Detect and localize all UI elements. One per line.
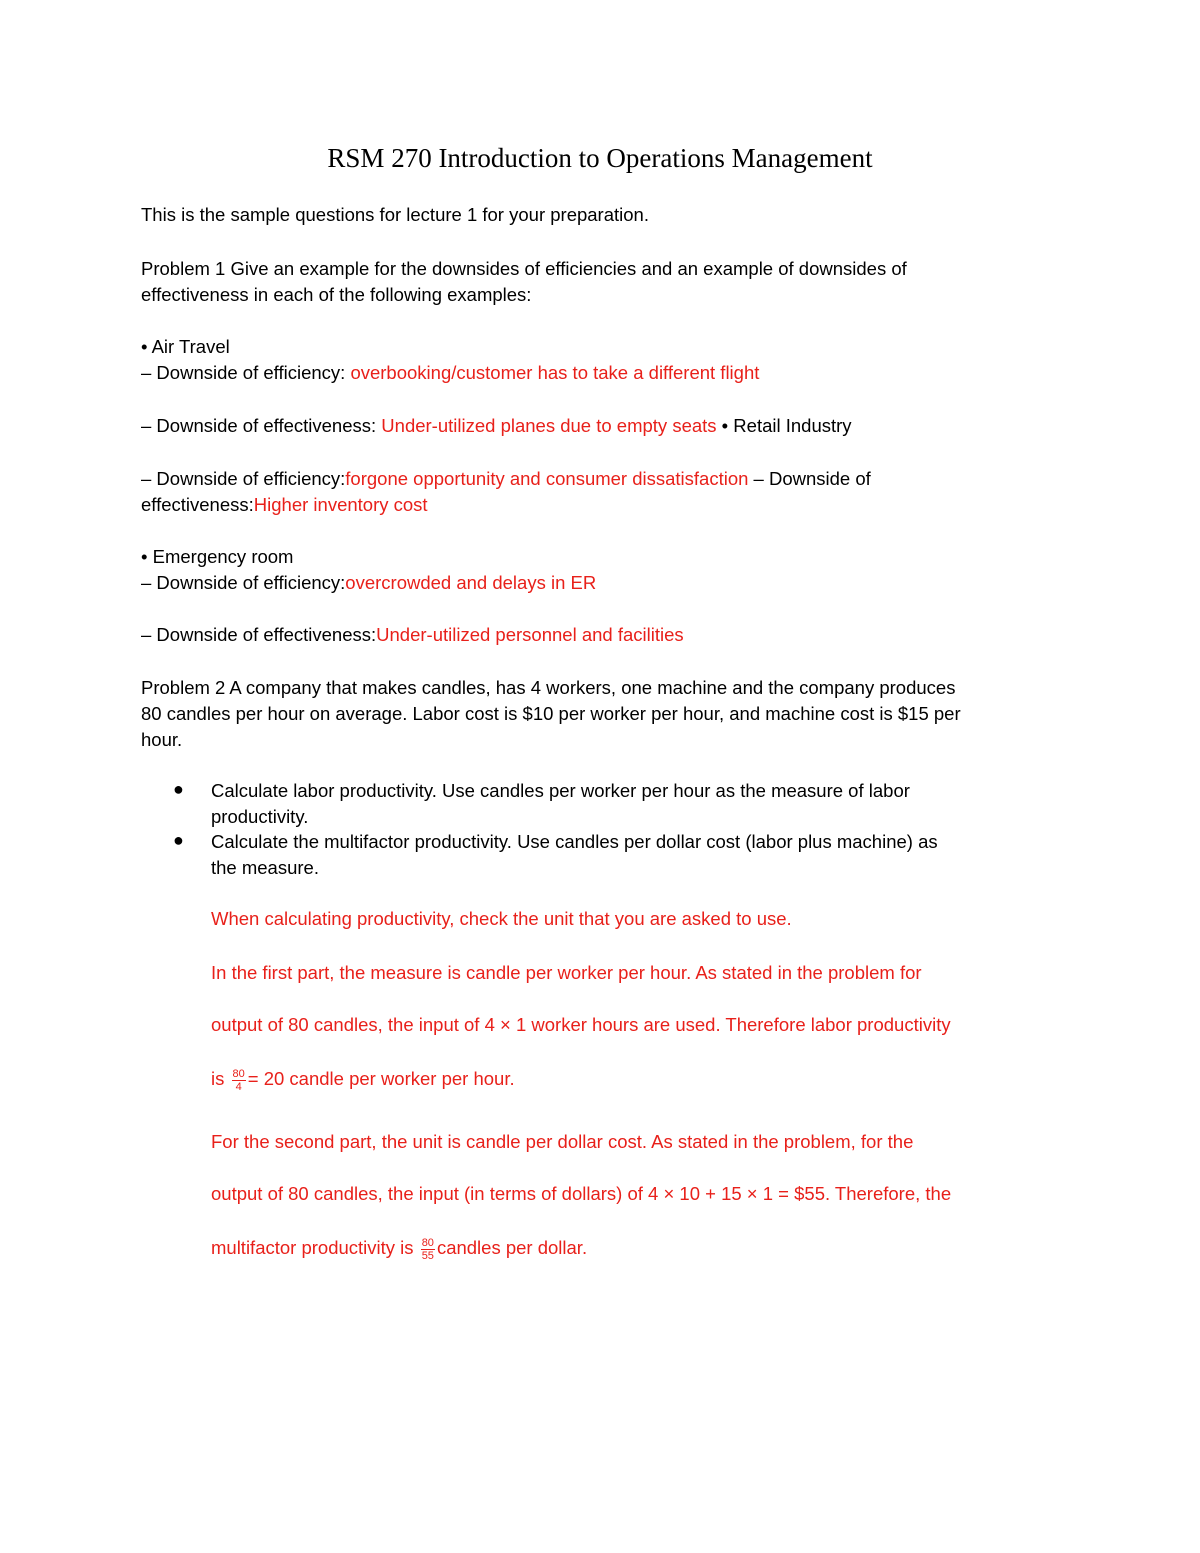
er-efficiency-label: – Downside of efficiency: bbox=[141, 572, 346, 593]
problem2-line2: 80 candles per hour on average. Labor cost is $10 per worker per hour, and machine cost is $15 per bbox=[141, 703, 961, 724]
problem2-line1: Problem 2 A company that makes candles, has 4 workers, one machine and the company produces bbox=[141, 677, 956, 698]
problem2-line3: hour. bbox=[141, 729, 183, 750]
fraction-denominator: 4 bbox=[235, 1080, 242, 1093]
answer-line4-prefix: is bbox=[211, 1068, 230, 1089]
bullet2-line1: Calculate the multifactor productivity. Use candles per dollar cost (labor plus machine) as bbox=[211, 831, 938, 852]
answer-line7-suffix: candles per dollar. bbox=[436, 1237, 588, 1258]
fraction-80-over-55 bbox=[421, 1237, 435, 1262]
fraction-numerator: 80 bbox=[421, 1236, 434, 1249]
air-efficiency-item bbox=[141, 360, 759, 386]
answer-line4 bbox=[211, 1066, 515, 1093]
air-efficiency-answer: overbooking/customer has to take a different flight bbox=[350, 362, 760, 383]
problem1-line1: Problem 1 Give an example for the downsides of efficiencies and an example of downsides of bbox=[141, 258, 907, 279]
answer-line1: When calculating productivity, check the unit that you are asked to use. bbox=[211, 908, 792, 929]
answer-line2: In the first part, the measure is candle per worker per hour. As stated in the problem for bbox=[211, 962, 922, 983]
answer-line4-suffix: = 20 candle per worker per hour. bbox=[247, 1068, 515, 1089]
er-effectiveness-item bbox=[141, 622, 684, 648]
air-effectiveness-answer: Under-utilized planes due to empty seats bbox=[381, 415, 717, 436]
problem1-line2: effectiveness in each of the following examples: bbox=[141, 284, 532, 305]
er-effectiveness-answer: Under-utilized personnel and facilities bbox=[376, 624, 684, 645]
retail-effectiveness-item bbox=[141, 492, 428, 518]
er-efficiency-item bbox=[141, 570, 596, 596]
fraction-80-over-4 bbox=[232, 1068, 246, 1093]
bullet-dot-icon: ● bbox=[173, 830, 184, 850]
er-heading: • Emergency room bbox=[141, 546, 294, 567]
retail-effectiveness-label-start: – Downside of bbox=[748, 468, 871, 489]
bullet1-line1: Calculate labor productivity. Use candles per worker per hour as the measure of labor bbox=[211, 780, 910, 801]
answer-line7-prefix: multifactor productivity is bbox=[211, 1237, 419, 1258]
retail-efficiency-answer: forgone opportunity and consumer dissatisfaction bbox=[345, 468, 749, 489]
air-efficiency-label: – Downside of efficiency: bbox=[141, 362, 351, 383]
er-effectiveness-label: – Downside of effectiveness: bbox=[141, 624, 377, 645]
air-effectiveness-item bbox=[141, 413, 852, 439]
retail-efficiency-label: – Downside of efficiency: bbox=[141, 468, 346, 489]
fraction-denominator: 55 bbox=[421, 1249, 434, 1262]
retail-efficiency-item bbox=[141, 466, 871, 492]
intro-text: This is the sample questions for lecture 1 for your preparation. bbox=[141, 204, 649, 225]
retail-effectiveness-label-end: effectiveness: bbox=[141, 494, 254, 515]
answer-line6: output of 80 candles, the input (in terms of dollars) of 4 × 10 + 15 × 1 = $55. Therefore, the bbox=[211, 1183, 952, 1204]
bullet1-line2: productivity. bbox=[211, 806, 309, 827]
answer-line3: output of 80 candles, the input of 4 × 1 worker hours are used. Therefore labor productivity bbox=[211, 1014, 951, 1035]
er-efficiency-answer: overcrowded and delays in ER bbox=[345, 572, 597, 593]
air-travel-heading: • Air Travel bbox=[141, 336, 230, 357]
air-effectiveness-label: – Downside of effectiveness: bbox=[141, 415, 382, 436]
answer-line5: For the second part, the unit is candle per dollar cost. As stated in the problem, for the bbox=[211, 1131, 914, 1152]
answer-line7 bbox=[211, 1235, 587, 1262]
retail-effectiveness-answer: Higher inventory cost bbox=[253, 494, 428, 515]
retail-heading: • Retail Industry bbox=[716, 415, 852, 436]
fraction-numerator: 80 bbox=[232, 1067, 245, 1080]
bullet2-line2: the measure. bbox=[211, 857, 319, 878]
page-title: RSM 270 Introduction to Operations Management bbox=[327, 143, 873, 173]
bullet-dot-icon: ● bbox=[173, 779, 184, 799]
